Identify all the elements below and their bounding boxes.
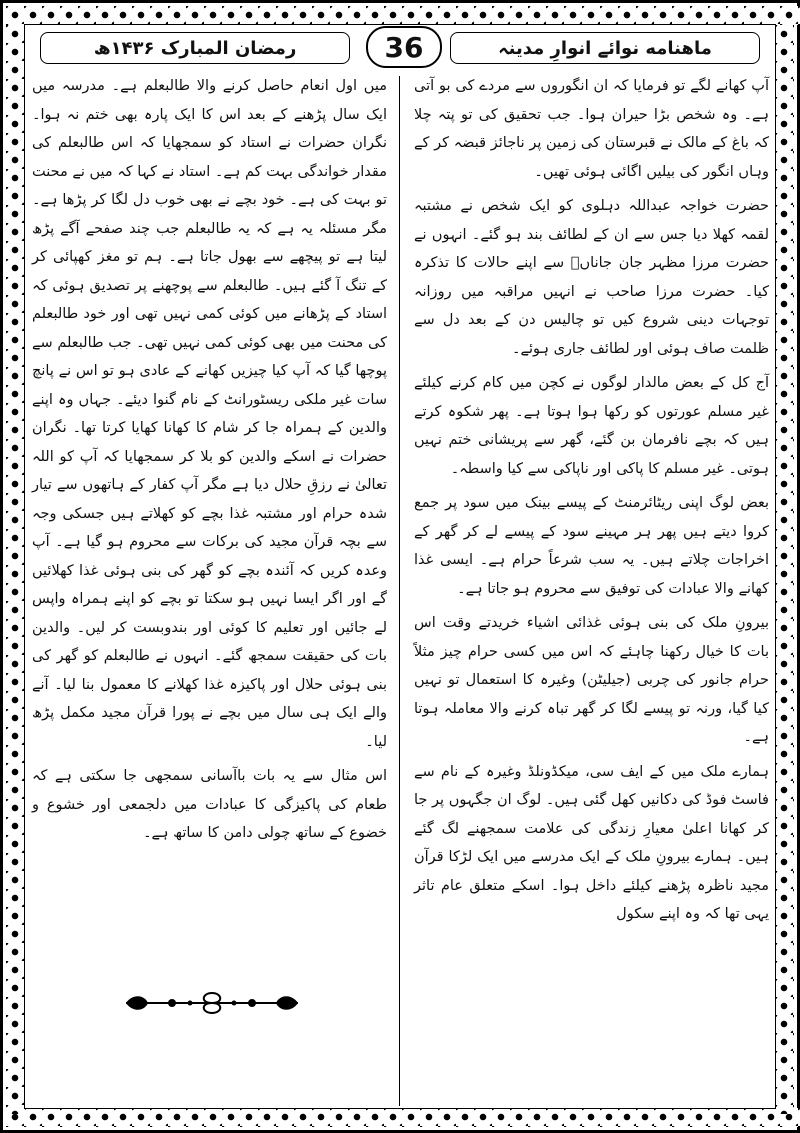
paragraph: میں اول انعام حاصل کرنے والا طالبعلم ہے۔ مدرسہ میں ایک سال پڑھنے کے بعد اس کا ایک پارہ بھی ختم نہ ہوا۔ نگران حضرات نے استاد کو سمجھایا کہ اس طالبعلم کی مقدار خواندگی بہت کم ہے۔ استاد نے کہا کہ میں نے محنت تو بہت کی ہے۔ خود بچے نے بھی خوب دل لگا کر پڑھا ہے۔ مگر مسئلہ یہ ہے کہ یہ طالبعلم جب چند صفحے آگے پڑھ لیتا ہے تو پیچھے سے بھول جاتا ہے۔ ہم تو مغز کھپائی کر کے تنگ آ گئے ہیں۔ طالبعلم سے پوچھنے پر تصدیق ہوئی کہ استاد کے پڑھانے میں کوئی کمی نہیں تھی اور خود طالبعلم کی محنت میں بھی کوئی کمی نہیں تھی۔ جب طالبعلم سے پوچھا گیا کہ آپ کیا چیزیں کھانے کے عادی ہو تو اس نے پانچ سات غیر ملکی ریسٹورانٹ کے نام گنوا دیئے۔ جہاں وہ اپنے والدین کے ہمراہ جا کر شام کا کھانا کھایا کرتا تھا۔ نگران حضرات نے اسکے والدین کو بلا کر سمجھایا کہ آپ کو اللہ تعالیٰ نے رزقِ حلال دیا ہے مگر آپ کفار کے ہاتھوں سے تیار شدہ حرام اور مشتبہ غذا بچے کو کھلاتے ہیں جسکی وجہ سے بچہ قرآن مجید کی برکات سے محروم ہو گیا ہے۔ آپ وعدہ کریں کہ آئندہ بچے کو گھر کی بنی ہوئی غذا کھلائیں گے اور اگر ایسا نہیں ہو سکتا تو بچے کو اپنے ہمراہ واپس لے جائیں اور تعلیم کا کوئی اور بندوبست کر لیں۔ والدین بات کی حقیقت سمجھ گئے۔ انہوں نے طالبعلم کو گھر کی بنی ہوئی حلال اور پاکیزہ غذا کھلانے کا معمول بنا لیا۔ آنے والے ایک ہی سال میں بچے نے پورا قرآن مجید مکمل پڑھ لیا۔ [31, 78, 387, 750]
column-divider [399, 76, 400, 1106]
paragraph: آپ کھانے لگے تو فرمایا کہ ان انگوروں سے مردے کی بو آتی ہے۔ وہ شخص بڑا حیران ہوا۔ جب تحقیق کی تو پتہ چلا کہ باغ کے مالک نے قبرستان کی زمین پر ناجائز قبضہ کر کے وہاں انگور کی بیلیں اگائی ہوئی تھیں۔ [414, 78, 769, 180]
decorative-border-bottom [6, 1108, 800, 1127]
page-header [26, 26, 774, 66]
magazine-title: ماهنامه نوائے انوارِ مدینہ [450, 32, 760, 64]
paragraph: بیرونِ ملک کی بنی ہوئی غذائی اشیاء خریدتے وقت اس بات کا خیال رکھنا چاہئے کہ اس میں کسی حرام چیز مثلاً حرام جانور کی چربی (جیلیٹن) وغیرہ کا استعمال تو نہیں کیا گیا، ورنہ تو پیسے لگا کر گھر تباہ کرنے والا معاملہ ہوتا ہے۔ [414, 615, 769, 745]
right-column [414, 72, 769, 935]
left-column [32, 72, 387, 854]
paragraph: آج کل کے بعض مالدار لوگوں نے کچن میں کام کرنے کیلئے غیر مسلم عورتوں کو رکھا ہوا ہوتا ہے۔ پھر شکوہ کرتے ہیں کہ بچے نافرمان بن گئے، گھر سے پریشانی ختم نہیں ہوتی۔ غیر مسلم کا پاکی اور ناپاکی سے کیا واسطہ۔ [414, 375, 769, 477]
paragraph: بعض لوگ اپنی ریٹائرمنٹ کے پیسے بینک میں سود پر جمع کروا دیتے ہیں پھر ہر مہینے سود کے پیسے لے کر گھر کے اخراجات چلاتے ہیں۔ یہ سب شرعاً حرام ہے۔ ایسی غذا کھانے والا عبادات کی توفیق سے محروم ہو جاتا ہے۔ [414, 495, 769, 597]
issue-label: رمضان المبارک ۱۴۳۶ھ [40, 32, 350, 64]
ornament-divider-icon [112, 990, 312, 1016]
page-number: 36 [366, 26, 442, 68]
decorative-border-left [6, 25, 25, 1114]
decorative-border-top [6, 6, 800, 25]
decorative-border-right [775, 25, 794, 1114]
paragraph: ہمارے ملک میں کے ایف سی، میکڈونلڈ وغیرہ کے نام سے فاسٹ فوڈ کی دکانیں کھل گئی ہیں۔ لوگ ان جگہوں پر جا کر کھانا اعلیٰ معیارِ زندگی کی علامت سمجھنے لگ گئے ہیں۔ ہمارے بیرونِ ملک کے ایک مدرسے میں ایک لڑکا قرآن مجید ناظرہ پڑھنے کیلئے داخل ہوا۔ اسکے متعلق عام تاثر یہی تھا کہ وہ اپنے سکول [414, 763, 769, 922]
paragraph: حضرت خواجہ عبداللہ دہلوی کو ایک شخص نے مشتبہ لقمہ کھلا دیا جس سے ان کے لطائف بند ہو گئے۔ انہوں نے حضرت مرزا مظہر جان جاناںؒ سے اپنے حالات کا تذکرہ کیا۔ حضرت مرزا صاحب نے انہیں مراقبہ میں روزانہ توجہات دینی شروع کیں تو چالیس دن کے بعد دل سے ظلمت صاف ہوئی اور لطائف جاری ہوئے۔ [414, 198, 769, 357]
paragraph: اس مثال سے یہ بات باآسانی سمجھی جا سکتی ہے کہ طعام کی پاکیزگی کا عبادات میں دلجمعی اور خشوع و خضوع کے ساتھ چولی دامن کا ساتھ ہے۔ [32, 768, 387, 841]
